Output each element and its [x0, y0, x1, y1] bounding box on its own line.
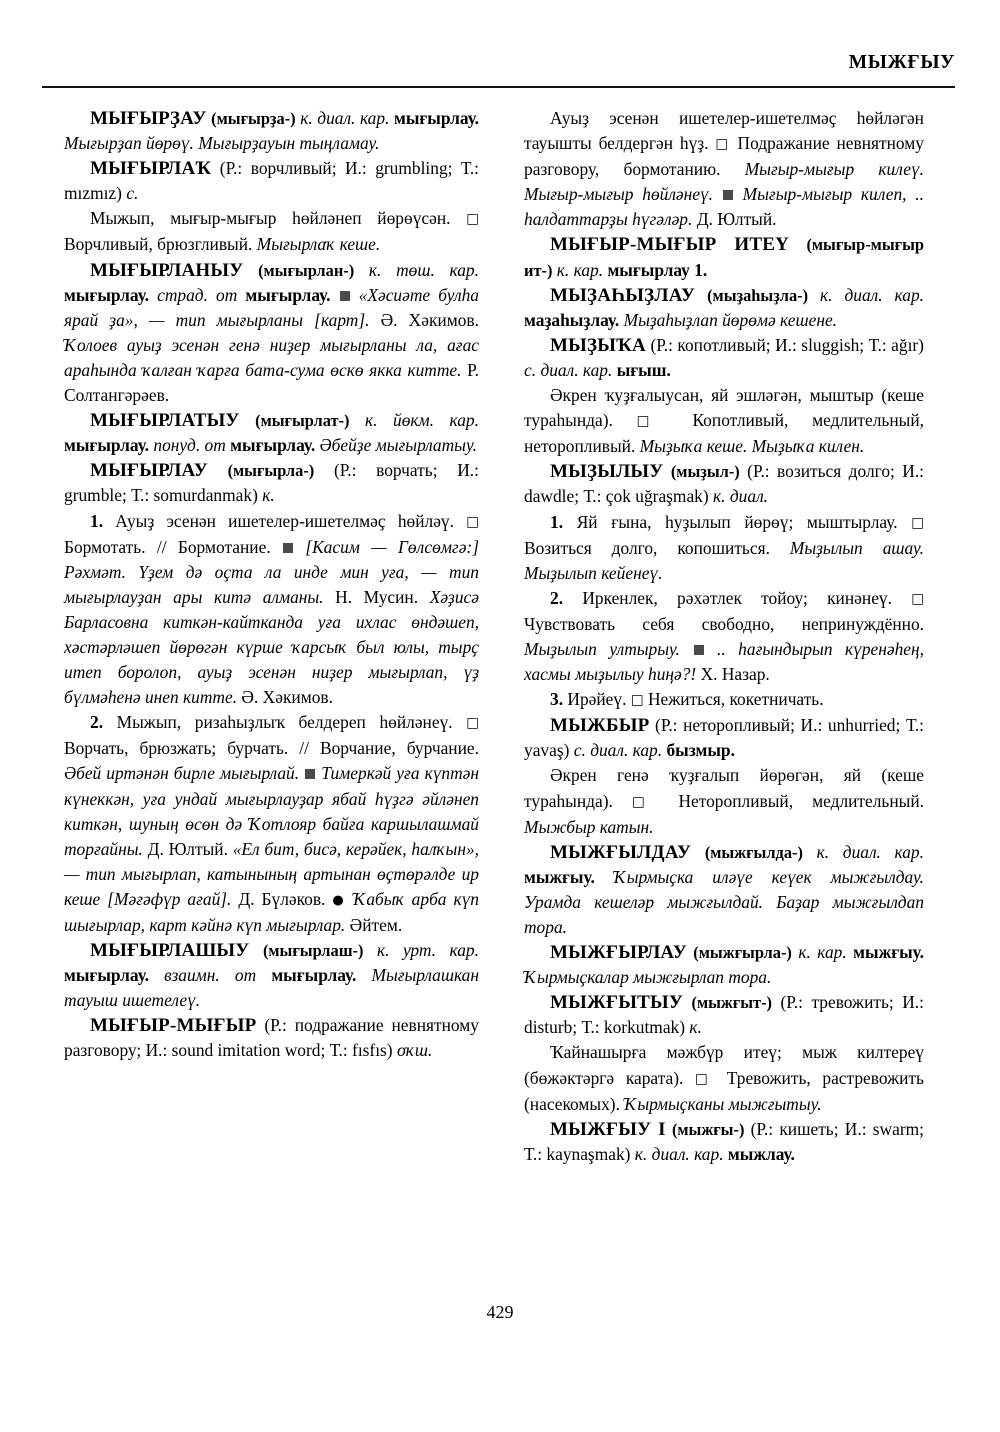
grammar-label: с.	[573, 740, 586, 761]
sense-block	[524, 586, 924, 687]
translation-gloss: (Р.: возиться долго; И.: dawdle; Т.: çok uğraşmak)	[524, 461, 924, 507]
definition-bashkir: Ауыҙ эсенән ишетелер-ишетелмәҫ һөйләгән тауышты белдергән һүҙ.	[524, 108, 924, 154]
grammar-label: оҡш.	[396, 1040, 433, 1061]
definition-russian: Копотливый, медлительный, неторопливый.	[524, 410, 924, 457]
usage-label: йөкм. кар.	[393, 410, 479, 431]
headword: МЫҒЫРҘАУ	[90, 108, 207, 129]
sense-number: 1.	[90, 510, 104, 531]
headword: МЫҘЫҠА	[550, 334, 646, 356]
dict-entry	[524, 333, 924, 383]
dict-entry	[64, 1013, 479, 1063]
dict-entry	[64, 938, 479, 1013]
example: Мыжбыр катын.	[524, 816, 654, 837]
open-square-icon: □	[631, 793, 660, 810]
page-number: 429	[486, 1302, 514, 1322]
definition-bashkir: Мыжып, мығыр-мығыр һөйләнеп йөрөүсән.	[90, 208, 451, 229]
definition-russian: Тревожить, растревожить (насекомых).	[524, 1067, 924, 1114]
open-square-icon: □	[715, 136, 731, 153]
example: Мыҙылып ашау. Мыҙылып кейенеү.	[524, 537, 924, 583]
usage-label: диал. кар.	[842, 841, 924, 862]
usage-label: диал.	[729, 486, 768, 507]
grammar-label: к.	[820, 284, 833, 305]
cross-reference: мығырлау.	[393, 108, 479, 128]
translation-gloss: (Р.: кишеть; И.: swarm; Т.: kaynaşmak)	[524, 1118, 924, 1164]
citation-author: Д. Юлтый.	[147, 838, 228, 859]
citation: Тимеркәй уға күптән күнеккән, уға ундай мығырлауҙар ябай һүҙгә әйләнеп киткән, шуның өсөн дә Ҡотлояр байға каршылашмай торғайны.	[64, 763, 480, 859]
headword: МЫҒЫРЛАНЫУ	[90, 259, 244, 281]
grammar-label: с.	[126, 183, 139, 204]
open-square-icon: □	[695, 1070, 716, 1087]
stem: (мыжғырла-)	[693, 943, 792, 963]
definition-russian: Ворчливый, брюзгливый.	[64, 234, 253, 255]
sense-number: 2.	[550, 587, 564, 608]
usage-label: урт. кар.	[402, 940, 479, 961]
usage-label-ru: страд. от	[157, 284, 238, 305]
open-square-icon: □	[466, 513, 479, 530]
definition-bashkir: Ҡайнашырға мәжбүр итеү; мыж килтереү (бөжәктәргә карата).	[524, 1042, 924, 1088]
citation-author: Н. Мусин.	[335, 586, 419, 607]
stem: (мығырлаш-)	[262, 941, 364, 961]
dict-entry	[64, 458, 479, 508]
headword: МЫҒЫРЛАШЫУ	[90, 940, 250, 962]
sense-block	[524, 510, 924, 586]
column-container	[64, 106, 940, 1291]
usage-label: төш. кар.	[396, 259, 479, 280]
headword: МЫҒЫРЛАУ	[90, 460, 208, 482]
sense-number: 3.	[550, 689, 564, 710]
translation-gloss: (Р.: подражание невнятному разговору; И.: sound imitation word; Т.: fısfıs)	[64, 1015, 479, 1061]
headword: МЫЖҒЫТЫУ	[550, 992, 683, 1014]
left-column	[64, 106, 479, 1291]
stem: (мығыр-мығыр ит-)	[524, 235, 924, 280]
dict-entry	[64, 408, 479, 458]
definition-bashkir: Яй ғына, һуҙылып йөрөү; мыштырлау.	[576, 511, 898, 532]
citation-author: Х. Назар.	[700, 664, 770, 685]
sense-number: 1.	[550, 511, 564, 532]
grammar-label: к.	[364, 410, 378, 431]
grammar-label: к.	[713, 486, 726, 507]
open-square-icon: □	[466, 211, 479, 228]
usage-label: диал. кар.	[844, 284, 924, 305]
sense-block	[64, 710, 479, 938]
translation-gloss: (Р.: неторопливый; И.: unhurried; Т.: yavaş)	[524, 715, 924, 761]
stem: (мығырла-)	[227, 461, 315, 481]
citation-author: Р. Солтангәрәев.	[64, 359, 479, 406]
cross-reference: мыжғыу.	[524, 866, 595, 887]
definition-block	[524, 106, 924, 232]
headword: МЫҘЫЛЫУ	[550, 461, 664, 483]
proverb: Ҡабыҡ арба күп шығырлар, карт кәйнә күп мығырлар.	[64, 888, 479, 935]
grammar-label: с.	[524, 359, 537, 380]
citation: Хәҙисә Барласовна киткән-кайтканда уға ихлас өндәшеп, хәстәрләшеп йөрөгән күрше ҡарсыҡ был юлы, тырҫ итеп боролоп, ауыҙ эсенән ниҙер мығырлап, үҙ бүлмәһенә инеп китте.	[64, 586, 479, 708]
example: Мыҙыҡа кеше. Мыҙыҡа килен.	[639, 436, 865, 457]
usage-label: кар.	[573, 259, 604, 280]
definition-bashkir: Ирәйеү.	[567, 689, 627, 710]
usage-label: кар.	[817, 942, 847, 963]
example: Ҡырмыҫка иләүе кеүек мыжғылдау. Урамда кешеләр мыжғылдай. Баҙар мыжғылдап тора.	[524, 866, 924, 937]
stem: (мығырлат-)	[255, 411, 350, 431]
definition-block	[524, 763, 924, 839]
headword: МЫҒЫРЛАТЫУ	[90, 410, 240, 432]
dict-entry	[524, 840, 924, 940]
citation-author: Ә. Хәкимов.	[241, 687, 333, 708]
running-head: МЫЖҒЫУ	[848, 52, 955, 73]
usage-label: диал. кар.	[590, 740, 663, 761]
cross-reference: бызмыр.	[666, 740, 735, 761]
headword: МЫҒЫРЛАҠ	[90, 158, 212, 180]
stem: (мығырҙа-)	[211, 109, 296, 128]
cross-reference: маҙаһыҙлау.	[524, 309, 620, 330]
stem: (мыҙаһыҙла-)	[707, 285, 809, 305]
open-square-icon: □	[911, 590, 924, 607]
dict-entry	[524, 232, 924, 282]
sense-number: 2.	[90, 712, 104, 733]
cross-reference-ru: мығырлау.	[271, 965, 357, 986]
definition-block	[524, 383, 924, 459]
grammar-label: к.	[376, 940, 390, 961]
definition-bashkir: Иркенлек, рәхәтлек тойоу; кинәнеү.	[582, 587, 892, 608]
citation-author: Д. Бүләков.	[238, 888, 326, 909]
filled-square-icon	[723, 190, 733, 200]
usage-label-ru: взаимн. от	[164, 965, 257, 986]
translation-gloss: (Р.: тревожить; И.: disturb; Т.: korkutmak)	[524, 992, 924, 1038]
example: Ҡырмыҫканы мыжғытыу.	[624, 1093, 822, 1114]
bullet-icon: ●	[332, 892, 347, 908]
headword: МЫҒЫР-МЫҒЫР	[90, 1015, 257, 1037]
translation-gloss: (Р.: ворчливый; И.: grumbling; Т.: mızmız)	[64, 158, 479, 204]
citation-author: Ә. Хәкимов.	[380, 309, 479, 330]
cross-reference-ru: мығырлау.	[230, 435, 316, 456]
cross-reference: мыжғыу.	[853, 942, 924, 963]
usage-label: диал. кар.	[317, 108, 390, 128]
stem: (мыжғы-)	[671, 1119, 745, 1139]
dict-entry	[524, 283, 924, 333]
definition-russian: Ворчать, брюзжать; бурчать. // Ворчание, бурчание.	[64, 738, 479, 759]
sense-block	[524, 687, 924, 713]
grammar-label: к.	[300, 108, 313, 128]
sense-block	[64, 509, 479, 711]
dict-entry	[524, 459, 924, 509]
example: Ҡырмыҫкалар мыжғырлап тора.	[524, 967, 772, 988]
citation: Ҡолоев ауыҙ эсенән генә ниҙер мығырланы ла, ағас араһында ҡалған ҡарға бата-сума өскө якка китте.	[64, 334, 479, 380]
proverb-label: Әйтем.	[349, 915, 403, 935]
definition-russian: Нежиться, кокетничать.	[647, 689, 824, 710]
open-square-icon: □	[466, 715, 479, 732]
cross-reference: мыжлау.	[727, 1143, 795, 1164]
filled-square-icon	[305, 769, 315, 779]
definition-block	[524, 1040, 924, 1116]
grammar-label: к.	[556, 259, 570, 280]
example: Әбейҙе мығырлатыу.	[319, 435, 477, 456]
headword: МЫҒЫР-МЫҒЫР ИТЕҮ	[550, 234, 790, 256]
cross-reference-ru: мығырлау.	[245, 284, 331, 305]
dict-entry	[524, 713, 924, 763]
definition-bashkir: Ауыҙ эсенән ишетелер-ишетелмәҫ һөйләү.	[115, 510, 454, 531]
definition-russian: Подражание невнятному разговору, бормотанию.	[524, 133, 924, 180]
definition-bashkir: Әкрен генә ҡуҙғалып йөрөгән, яй (кеше тураһында).	[524, 765, 924, 811]
citation: Мығыр-мығыр килеп, .. һалдаттарҙы һүгәләр.	[524, 184, 925, 230]
example: Мығыр-мығыр килеү. Мығыр-мығыр һөйләнеү.	[524, 159, 924, 205]
usage-label: диал. кар.	[540, 359, 613, 380]
headword: МЫҘАҺЫҘЛАУ	[550, 284, 696, 306]
grammar-label: к.	[368, 259, 382, 280]
filled-square-icon	[694, 645, 704, 655]
headword: МЫЖҒЫЛДАУ	[550, 841, 692, 863]
stem: (мыҙыл-)	[670, 462, 740, 482]
grammar-label: к.	[798, 942, 811, 963]
example: Мығырҙап йөрөү. Мығырҙауын тыңламау.	[64, 133, 380, 154]
dict-entry	[524, 990, 924, 1040]
example: Әбей иртәнән бирле мығырлай.	[64, 763, 300, 784]
cross-reference: мығырлау.	[64, 965, 150, 986]
stem: (мыжғылда-)	[704, 842, 803, 862]
open-square-icon: □	[911, 514, 924, 531]
cross-reference: мығырлау.	[64, 435, 150, 456]
headword: МЫЖҒЫУ I	[550, 1118, 666, 1140]
filled-square-icon	[340, 291, 350, 301]
dict-entry	[64, 106, 479, 156]
usage-label-ru: понуд. от	[153, 435, 226, 456]
dict-entry	[524, 1117, 924, 1167]
dict-entry	[64, 258, 479, 409]
citation: .. һағындырып күренәһең, хасмы мыҙылыу һиңә?!	[524, 638, 924, 685]
citation-author: Д. Юлтый.	[696, 209, 777, 230]
citation: [Касим — Гөлсөмгә:] Рәхмәт. Үҙем дә оҫта ла инде мин уға, — тип мығырлауҙан ары китә алманы.	[64, 536, 479, 607]
definition-russian: Чувствовать себя свободно, непринуждённо.	[524, 613, 924, 634]
open-square-icon: □	[630, 692, 644, 709]
translation-gloss: (Р.: ворчать; И.: grumble; Т.: somurdanmak)	[64, 460, 479, 506]
dict-entry	[524, 940, 924, 990]
grammar-label: к.	[634, 1143, 648, 1164]
definition-russian: Бормотать. // Бормотание.	[64, 536, 271, 557]
filled-square-icon	[283, 543, 293, 553]
cross-reference: ығыш.	[616, 359, 671, 380]
example: Мығырлашкан тауыш ишетелеү.	[64, 965, 479, 1011]
grammar-label: к.	[262, 485, 275, 506]
stem: (мығырлан-)	[258, 260, 355, 280]
right-column	[524, 106, 924, 1291]
definition-russian: Возиться долго, копошиться.	[524, 537, 770, 558]
headword: МЫЖҒЫРЛАУ	[550, 942, 687, 964]
open-square-icon: □	[636, 413, 669, 430]
example: Мығырлаҡ кеше.	[256, 234, 381, 255]
cross-reference: мығырлау.	[64, 284, 150, 305]
translation-gloss: (Р.: копотливый; И.: sluggish; Т.: ağır)	[650, 334, 924, 355]
definition-bashkir: Мыжып, ризаһыҙлыҡ белдереп һөйләнеү.	[116, 712, 453, 733]
header-rule	[42, 86, 955, 88]
cross-reference: мығырлау 1.	[607, 259, 708, 280]
grammar-label: к.	[689, 1017, 702, 1038]
definition-russian: Неторопливый, медлительный.	[678, 790, 924, 811]
example: Мыҙылып ултырыу.	[524, 638, 680, 659]
definition-bashkir: Әкрен ҡуҙғалыусан, яй эшләгән, мыштыр (кеше тураһында).	[524, 385, 924, 431]
citation: «Хәсиәте булһа ярай ҙа», — тип мығырланы [карт].	[64, 284, 479, 330]
stem: (мыжғыт-)	[691, 993, 773, 1013]
example: Мыҙаһыҙлап йөрөмә кешене.	[623, 309, 838, 330]
headword: МЫЖБЫР	[550, 715, 650, 737]
citation: «Ел бит, бисә, керәйек, һалҡын», — тип мығырлап, катынының артынан өҫтөрәлде ир кеше [Мәғәфүр ағай].	[64, 838, 480, 909]
grammar-label: к.	[816, 841, 830, 862]
usage-label: диал. кар.	[651, 1143, 724, 1164]
definition-block	[64, 206, 479, 257]
dict-entry	[64, 156, 479, 206]
